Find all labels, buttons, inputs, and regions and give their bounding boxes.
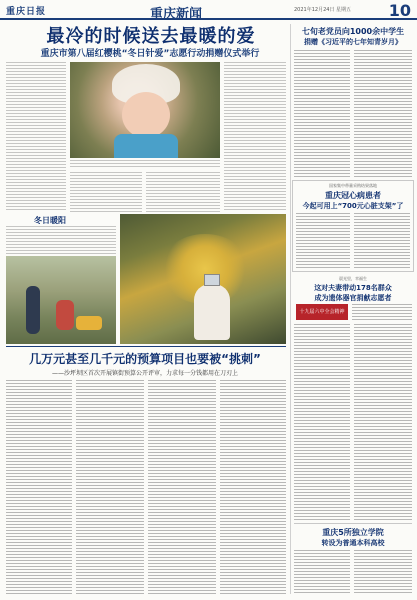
sidebar-red-banner: 十九届六中全会精神 <box>296 304 348 320</box>
budget-subheadline: ——沙坪坝区首次开展镇街预算公开评审，力求每一分钱都用在刀刃上 <box>51 370 238 377</box>
story3-subtitle: 成为遗体器官捐献志愿者 <box>314 294 392 302</box>
story4-subtitle: 转设为普通本科高校 <box>321 539 385 547</box>
person-with-phone <box>194 284 230 340</box>
toy-cart <box>76 316 102 330</box>
story4-title: 重庆5所独立学院 <box>322 528 384 537</box>
story2-title: 重庆冠心病患者 <box>325 191 381 200</box>
lead-text-column-1 <box>6 62 66 212</box>
lead-text-column-3 <box>146 172 220 212</box>
story2-subtitle: 今起可用上“700元心脏支架”了 <box>302 202 404 210</box>
lead-headline: 最冷的时候送去最暖的爱 <box>46 26 256 47</box>
story1-text-a <box>294 50 350 178</box>
budget-text-column-4 <box>220 380 286 594</box>
photo-people-in-park <box>6 256 116 344</box>
sidebar-story1-subtitle: 捐赠《习近平的七年知青岁月》 <box>304 38 402 46</box>
newspaper-logo: 重庆日报 <box>6 7 47 17</box>
masthead-band <box>0 0 417 20</box>
story3-kicker: 晨光里，幸福生 <box>339 276 367 281</box>
lead-photo-caption <box>70 160 220 168</box>
section-title: 重庆新闻 <box>150 7 203 22</box>
budget-text-column-1 <box>6 380 72 594</box>
budget-headline: 几万元甚至几千元的预算项目也要被“挑刺” <box>29 352 261 366</box>
photo-story-intro <box>6 226 116 254</box>
child-face-shape <box>122 92 170 138</box>
issue-date: 2021年12月24日 星期五 <box>294 7 352 13</box>
person-1 <box>26 286 40 334</box>
budget-text-column-2 <box>76 380 144 594</box>
banner-side-text <box>352 304 412 320</box>
budget-text-column-3 <box>148 380 216 594</box>
scarf-shape <box>114 134 178 158</box>
sidebar-divider <box>294 523 412 524</box>
lead-text-column-2 <box>70 172 142 212</box>
story3-text-a <box>294 324 350 520</box>
story3-title: 这对夫妻带动178名群众 <box>314 284 392 292</box>
sidebar-story1-title: 七旬老党员向1000余中学生 <box>301 27 405 36</box>
child-figure <box>56 300 74 330</box>
lead-photo-child-with-hat <box>70 62 220 158</box>
lead-subheadline: 重庆市第八届红樱桃“冬日针爱”志愿行动捐赠仪式举行 <box>40 49 260 59</box>
story2-text-b <box>354 213 410 269</box>
story1-text-b <box>354 50 412 178</box>
phone-shape <box>204 274 220 286</box>
story2-text-a <box>296 213 350 269</box>
page-number: 10 <box>388 1 411 20</box>
story2-kicker: 国家集中带量采购结果落地 <box>329 183 377 188</box>
lead-text-column-4 <box>224 62 286 212</box>
section-divider <box>6 346 286 347</box>
photo-story-title: 冬日暖阳 <box>34 216 66 225</box>
story4-text-b <box>354 550 412 594</box>
photo-yellow-trees <box>120 214 286 344</box>
story3-text-b <box>354 324 412 520</box>
story4-text-a <box>294 550 350 594</box>
column-rule <box>290 24 291 594</box>
